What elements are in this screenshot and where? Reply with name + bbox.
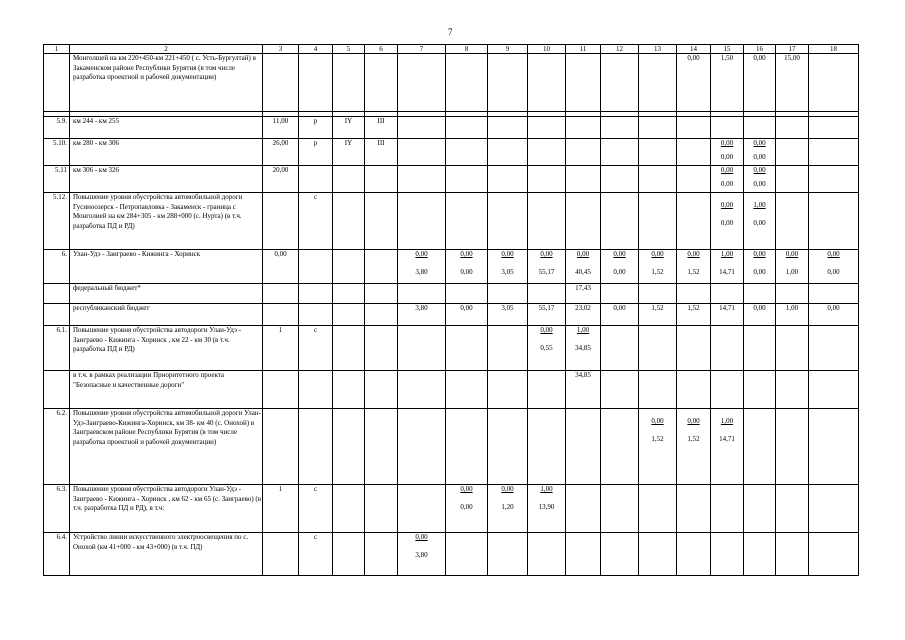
cell-value: 0,00 [687, 250, 700, 258]
cell-value: 0,00 [651, 250, 664, 258]
cell-value: 14,71 [711, 304, 744, 326]
col-header: 6 [365, 45, 398, 54]
row-name: Повышение уровня обустройства автодороги Улан-Удэ - Заиграево - Кижинга - Хоринск , км 62 - км 65 (с. Заиграево) (в т.ч. разработка ПД и РД), в т.ч: [70, 485, 263, 533]
table-row [44, 533, 859, 576]
cell-value: с [299, 533, 333, 576]
cell-value: с [299, 193, 333, 250]
cell-value: 1,00 [720, 417, 734, 425]
cell-value: 1,00 [720, 250, 734, 258]
cell-value: 0,00 [753, 166, 766, 174]
cell-value: 0,00 [687, 417, 700, 425]
cell-value: 0,00 [720, 201, 734, 209]
row-name: км 280 - км 306 [70, 139, 263, 166]
table-row [44, 284, 859, 304]
column-header-row [44, 45, 859, 54]
cell-value: 0,00 [263, 250, 299, 284]
cell-value: 0,00 [415, 250, 428, 258]
row-index: 6.2. [44, 409, 70, 485]
cell-value: 0,00 [677, 54, 711, 112]
col-header: 5 [333, 45, 365, 54]
cell-value: 1,50 [711, 54, 744, 112]
col-header: 14 [677, 45, 711, 54]
cell-value: IY [333, 117, 365, 139]
cell-value: 14,71 [719, 267, 735, 276]
col-header: 10 [528, 45, 566, 54]
cell-value: 1 [263, 485, 299, 533]
cell-value: 11,00 [263, 117, 299, 139]
cell-value: 0,00 [753, 139, 766, 147]
cell-value: 3,80 [398, 304, 446, 326]
cell-value: 1,52 [651, 267, 664, 276]
cell-value: 20,00 [263, 166, 299, 193]
cell-value: 34,85 [575, 343, 591, 352]
row-name: Улан-Удэ - Заиграево - Кижинга - Хоринск [70, 250, 263, 284]
col-header: 7 [398, 45, 446, 54]
row-name: Устройство линии искусственного электроосвещения по с. Онохой (км 41+000 - км 43+000) (в т.ч. ПД) [70, 533, 263, 576]
cell-value: 0,00 [460, 250, 473, 258]
cell-value: 0,00 [753, 179, 766, 188]
cell-value: 0,00 [827, 267, 840, 276]
cell-value: 1,00 [785, 267, 799, 276]
row-name: республиканский бюджет [70, 304, 263, 326]
cell-value: 17,43 [566, 284, 601, 304]
page-number: 7 [448, 27, 453, 37]
col-header: 8 [446, 45, 488, 54]
row-name: Повышение уровня обустройства автодороги Улан-Удэ - Заиграево - Кижинга - Хоринск , км 22 - км 30 (в т.ч. разработка ПД и РД) [70, 326, 263, 371]
row-name: в т.ч. в рамках реализации Приоритетного проекта "Безопасные и качественные дороги" [70, 371, 263, 409]
col-header: 17 [776, 45, 809, 54]
cell-value: 55,17 [538, 267, 555, 276]
cell-value: 0,00 [540, 326, 553, 334]
cell-value: III [365, 139, 398, 166]
cell-value: 1,20 [501, 502, 514, 511]
cell-value: 13,90 [538, 502, 555, 511]
cell-value: 0,00 [720, 179, 734, 188]
table-row [44, 371, 859, 409]
row-name: км 244 - км 255 [70, 117, 263, 139]
cell-value: 3,80 [415, 550, 428, 559]
cell-value: 0,00 [415, 533, 428, 541]
col-header: 1 [44, 45, 70, 54]
table-row [44, 326, 859, 371]
cell-value: 26,00 [263, 139, 299, 166]
cell-value: 0,00 [540, 250, 553, 258]
cell-value: 1,52 [639, 304, 677, 326]
cell-value: 0,00 [720, 139, 734, 147]
cell-value: IY [333, 139, 365, 166]
cell-value: 0,00 [753, 267, 766, 276]
cell-value: 0,00 [744, 304, 776, 326]
cell-value: 0,00 [720, 218, 734, 227]
cell-value: 0,00 [720, 152, 734, 161]
table-row [44, 193, 859, 250]
cell-value: 14,71 [719, 434, 735, 443]
col-header: 3 [263, 45, 299, 54]
cell-value: 0,00 [753, 250, 766, 258]
cell-value: 0,00 [460, 485, 473, 493]
table-row [44, 117, 859, 139]
row-index: 6.4. [44, 533, 70, 576]
table-row [44, 304, 859, 326]
table-row [44, 166, 859, 193]
col-header: 12 [601, 45, 639, 54]
investment-table [43, 44, 859, 576]
cell-value: 1 [263, 326, 299, 371]
row-name: Монголшей на км 220+450-км 221+450 ( с. Усть-Бургултай) в Закаменском районе Республики Бурятия (в том числе разработка проектной и рабочей документации) [70, 54, 263, 112]
cell-value: 0,00 [576, 250, 590, 258]
col-header: 9 [488, 45, 528, 54]
row-index: 5.12. [44, 193, 70, 250]
cell-value: 0,00 [460, 502, 473, 511]
cell-value: 1,00 [753, 201, 766, 209]
cell-value: 3,80 [415, 267, 428, 276]
row-index: 6.3. [44, 485, 70, 533]
cell-value: 3,05 [501, 267, 514, 276]
col-header: 4 [299, 45, 333, 54]
cell-value: 15,00 [776, 54, 809, 112]
cell-value: 23,02 [566, 304, 601, 326]
col-header: 2 [70, 45, 263, 54]
cell-value: 0,00 [446, 304, 488, 326]
cell-value: 34,85 [566, 371, 601, 409]
cell-value: 0,00 [613, 267, 626, 276]
cell-value: 40,45 [575, 267, 591, 276]
table-row [44, 409, 859, 485]
cell-value: III [365, 117, 398, 139]
cell-value: 1,52 [687, 267, 700, 276]
cell-value: 1,52 [677, 304, 711, 326]
cell-value: 0,00 [809, 304, 859, 326]
col-header: 16 [744, 45, 776, 54]
cell-value: 0,00 [460, 267, 473, 276]
row-index: 5.9. [44, 117, 70, 139]
cell-value: 0,55 [540, 343, 553, 352]
cell-value: 0,00 [720, 166, 734, 174]
col-header: 18 [809, 45, 859, 54]
cell-value: 0,00 [753, 152, 766, 161]
table-row [44, 54, 859, 112]
cell-value: с [299, 326, 333, 371]
row-name: Повышение уровня обустройства автомобильной дороги Гусиноозерск - Петропавловка - Закаменск - граница с Монголией на км 284+305 - км 288+000 (с. Нурта) (в т.ч. разработка ПД и РД) [70, 193, 263, 250]
row-index: 6. [44, 250, 70, 284]
row-index: 5.10. [44, 139, 70, 166]
cell-value: 0,00 [501, 485, 514, 493]
col-header: 15 [711, 45, 744, 54]
cell-value: с [299, 485, 333, 533]
cell-value: 0,00 [785, 250, 799, 258]
cell-value: р [299, 117, 333, 139]
cell-value: 0,00 [501, 250, 514, 258]
table-row [44, 485, 859, 533]
table-row [44, 139, 859, 166]
cell-value: 55,17 [528, 304, 566, 326]
cell-value: 0,00 [744, 54, 776, 112]
row-name: Повышение уровня обустройства автомобильной дороги Улан-Удэ-Заиграево-Кижинга-Хоринск, км 38- км 40 (с. Онохой) в Заиграевском районе Республики Бурятия (в том числе разработка проектной и рабочей документации) [70, 409, 263, 485]
cell-value: 1,00 [776, 304, 809, 326]
cell-value: 1,00 [576, 326, 590, 334]
col-header: 13 [639, 45, 677, 54]
row-index: 6.1. [44, 326, 70, 371]
cell-value: 0,00 [601, 304, 639, 326]
cell-value: 0,00 [613, 250, 626, 258]
cell-value: 1,52 [651, 434, 664, 443]
row-index: 5.11 [44, 166, 70, 193]
cell-value: 0,00 [753, 218, 766, 227]
cell-value: 1,00 [540, 485, 553, 493]
col-header: 11 [566, 45, 601, 54]
row-name: федеральный бюджет* [70, 284, 263, 304]
cell-value: р [299, 139, 333, 166]
cell-value: 0,00 [651, 417, 664, 425]
table-row [44, 250, 859, 284]
cell-value: 1,52 [687, 434, 700, 443]
cell-value: 0,00 [827, 250, 840, 258]
cell-value: 3,05 [488, 304, 528, 326]
row-name: км 306 - км 326 [70, 166, 263, 193]
